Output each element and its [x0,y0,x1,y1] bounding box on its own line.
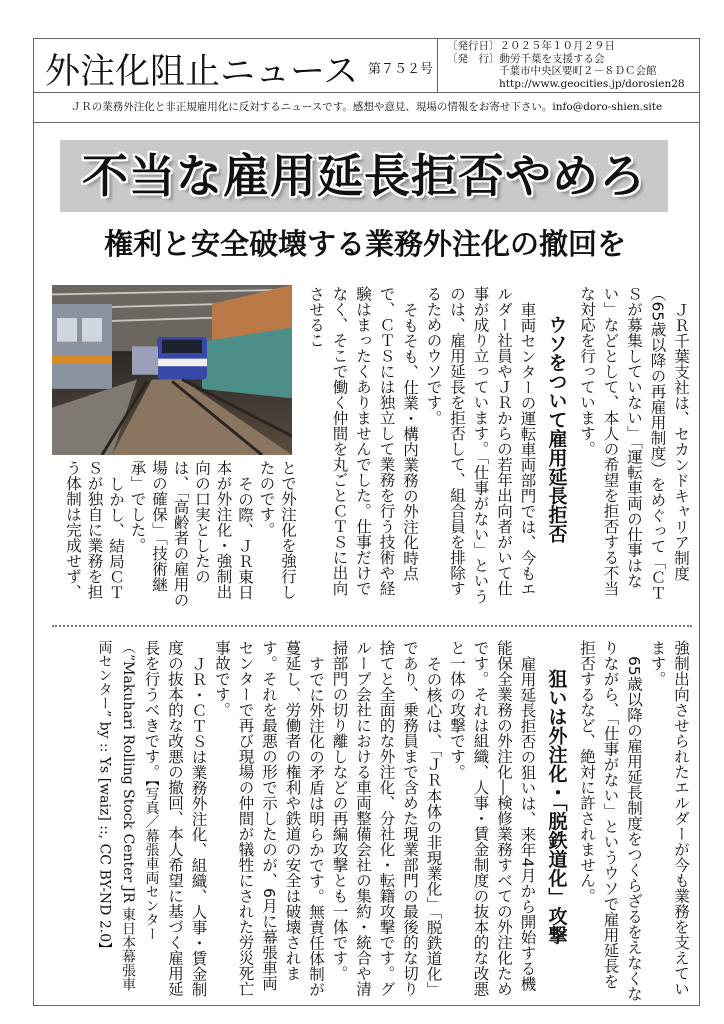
article-top-right [300,286,692,610]
publication-info [447,40,685,90]
paragraph: そもそも、仕業・構内業務の外注化時点で、ＣＴＳには独立して業務を行う技術や経験はまったくありませんでした。仕事だけでなく、そこで働く仲間を丸ごとＣＴＳに出向させるこ [307,286,419,596]
masthead-divider [437,38,438,92]
paragraph: 車両センターの運転車両部門では、今もエルダー社員やＪＲからの若年出向者がいて仕事が成り立っています。「仕事がない」というのは、雇用延長を拒否して、組合員を排除するためのウソです。 [424,286,537,604]
newsletter-title: 外注化阻止ニュース [45,52,359,92]
issue-number: 第７５２号 [368,62,434,77]
paragraph [92,640,210,1002]
publisher: 動労千葉を支援する会 [499,52,605,65]
paragraph: しかし、結局ＣＴＳが独自に業務を担う体制は完成せず、 [64,460,125,600]
headline: 不当な雇用延長拒否やめろ [60,140,668,212]
paragraph: 強制出向させられたエルダーが今も業務を支えています。 [648,640,690,997]
publisher-label: 〔発 行〕 [447,52,500,65]
section-divider [52,625,692,627]
publish-date: ２０２５年１０月２９日 [499,40,615,52]
tagline: ＪＲの業務外注化と非正規雇用化に反対するニュースです。感想や意見、現場の情報をお寄せ下さい。info@doro-shien.site [33,93,700,123]
article-top-left [52,460,298,610]
photo-caption: 【写真／幕張車両センター（”Makuhari Rolling Stock Center JR 東日本幕張車両センター” by :: Ys [waiz] ::, CC BY-ND 2.0】 [96,640,160,992]
paragraph: ＪＲ千葉支社は、セカンドキャリア制度（65歳以降の再雇用制度）をめぐって「ＣＴＳが募集していない」「運転車両の仕事はない」などとして、本人の希望を拒否する不当な対応を行っています。 [578,286,690,601]
website-link[interactable]: http://www.geocities.jp/dorosien28 [499,77,685,90]
paragraph: その核心は、「ＪＲ本体の非現業化」「脱鉄道化」であり、乗務員まで含めた現業部門の最後的な切り捨てと全面的な外注化、分社化・転籍攻撃です。グループ会社における車両整備会社の集約・統合や清掃部門の切り離しなどの再編攻撃とも一体です。 [330,640,443,997]
paragraph: 65歳以降の雇用延長制度をつくらざるをえなくなりながら、「仕事がない」というウソで雇用延長を拒否するなど、絶対に許されません。 [578,640,643,1001]
address: 千葉市中央区要町２－８ＤＣ会館 [499,65,657,77]
article-bottom [52,640,692,1002]
paragraph: すでに外注化の矛盾は明らかです。無責任体制が蔓延し、労働者の権利や鉄道の安全は破壊されます。それを最悪の形で示したのが、6月に幕張車両センターで再び現場の仲間が犠牲にされた労災死亡事故です。 [213,640,325,997]
masthead [33,38,700,93]
rolling-stock-center-photo [52,285,292,455]
section-heading: ウソをついて雇用延長拒否 [545,314,568,543]
date-label: 〔発行日〕 [447,40,500,52]
paragraph: その際、ＪＲ東日本が外注化・強制出向の口実としたのは、「高齢者の雇用の場の確保」「技術継承」でした。 [128,460,254,608]
paragraph: とで外注化を強行したのです。 [257,460,297,600]
section-heading: 狙いは外注化・「脱鉄道化」攻撃 [545,668,568,944]
subtitle: 権利と安全破壊する業務外注化の撤回を [103,227,626,261]
paragraph: 雇用延長拒否の狙いは、来年4月から開始する機能保全業務の外注化―検修業務すべての外注化ためです。それは組織、人事・賃金制度の抜本的な改悪と一体の攻撃です。 [448,640,537,997]
paragraph-text: ＪＲ・ＣＴＳは業務外注化、組織、人事・賃金制度の抜本的な改悪の撤回、本人希望に基づく雇用延長を行うべきです。 [142,640,208,997]
train-depot-image [52,285,292,455]
